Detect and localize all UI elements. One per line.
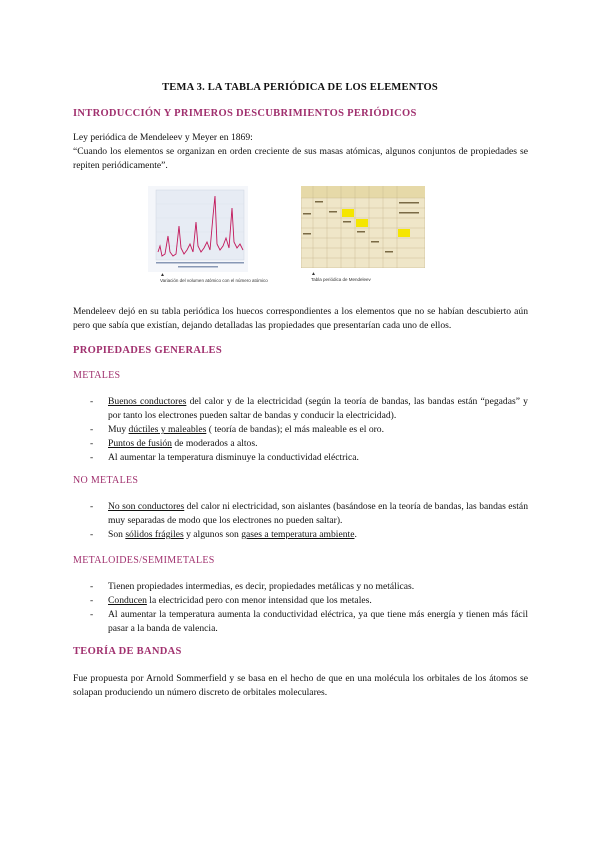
- figure-1-caption-text: Variación del volumen atómico con el número atómico: [160, 278, 268, 283]
- intro-quote: “Cuando los elementos se organizan en orden creciente de sus masas atómicas, algunos conjuntos de propiedades se repiten periódicamente”.: [73, 146, 528, 171]
- list-item: - Al aumentar la temperatura disminuye la conductividad eléctrica.: [90, 451, 528, 465]
- metalloids-list: [90, 580, 528, 636]
- metals-list: [90, 395, 528, 465]
- non-metals-list: [90, 500, 528, 542]
- list-item: - Muy dúctiles y maleables ( teoría de bandas); el más maleable es el oro.: [90, 423, 528, 437]
- mendeleev-table-image: [301, 186, 425, 268]
- atomic-volume-chart-image: [148, 186, 248, 272]
- figure-1-caption: [160, 273, 268, 283]
- intro-line-1: Ley periódica de Mendeleev y Meyer en 1869:: [73, 132, 253, 143]
- band-theory-paragraph: Fue propuesta por Arnold Sommerfield y se basa en el hecho de que en una molécula los orbitales de los átomos se solapan produciendo un número discreto de orbitales moleculares.: [73, 673, 528, 698]
- list-item: - Puntos de fusión de moderados a altos.: [90, 437, 528, 451]
- mendeleev-paragraph: Mendeleev dejó en su tabla periódica los huecos correspondientes a los elementos que no se habían descubierto aún pero que sabía que existían, dejando detalladas las propiedades que presentarían cada uno de ellos.: [73, 306, 528, 331]
- heading-metals: METALES: [73, 370, 121, 381]
- heading-general-properties: PROPIEDADES GENERALES: [73, 345, 222, 356]
- list-item: - Tienen propiedades intermedias, es decir, propiedades metálicas y no metálicas.: [90, 580, 528, 594]
- heading-band-theory: TEORÍA DE BANDAS: [73, 646, 182, 657]
- caption-marker-icon: ▲: [160, 272, 165, 278]
- figure-2-caption-text: Tabla periódica de Mendeleev: [311, 277, 371, 282]
- list-item: - No son conductores del calor ni electricidad, son aislantes (basándose en la teoría de bandas, las bandas están muy separadas de modo que los electrones no pueden saltar).: [90, 500, 528, 528]
- heading-metalloids: METALOIDES/SEMIMETALES: [73, 555, 215, 566]
- document-title: TEMA 3. LA TABLA PERIÓDICA DE LOS ELEMENTOS: [162, 82, 438, 93]
- list-item: - Al aumentar la temperatura aumenta la conductividad eléctrica, ya que tiene más energía y tienen más fácil pasar a la banda de valencia.: [90, 608, 528, 636]
- caption-marker-icon: ▲: [311, 271, 316, 277]
- intro-text: [73, 131, 528, 173]
- heading-non-metals: NO METALES: [73, 475, 139, 486]
- list-item: - Son sólidos frágiles y algunos son gases a temperatura ambiente.: [90, 528, 528, 542]
- figure-2-caption: [311, 272, 371, 282]
- list-item: - Buenos conductores del calor y de la electricidad (según la teoría de bandas, las bandas están “pegadas” y por tanto los electrones pueden saltar de bandas y conducir la electricidad).: [90, 395, 528, 423]
- heading-intro: INTRODUCCIÓN Y PRIMEROS DESCUBRIMIENTOS PERIÓDICOS: [73, 108, 417, 119]
- list-item: - Conducen la electricidad pero con menor intensidad que los metales.: [90, 594, 528, 608]
